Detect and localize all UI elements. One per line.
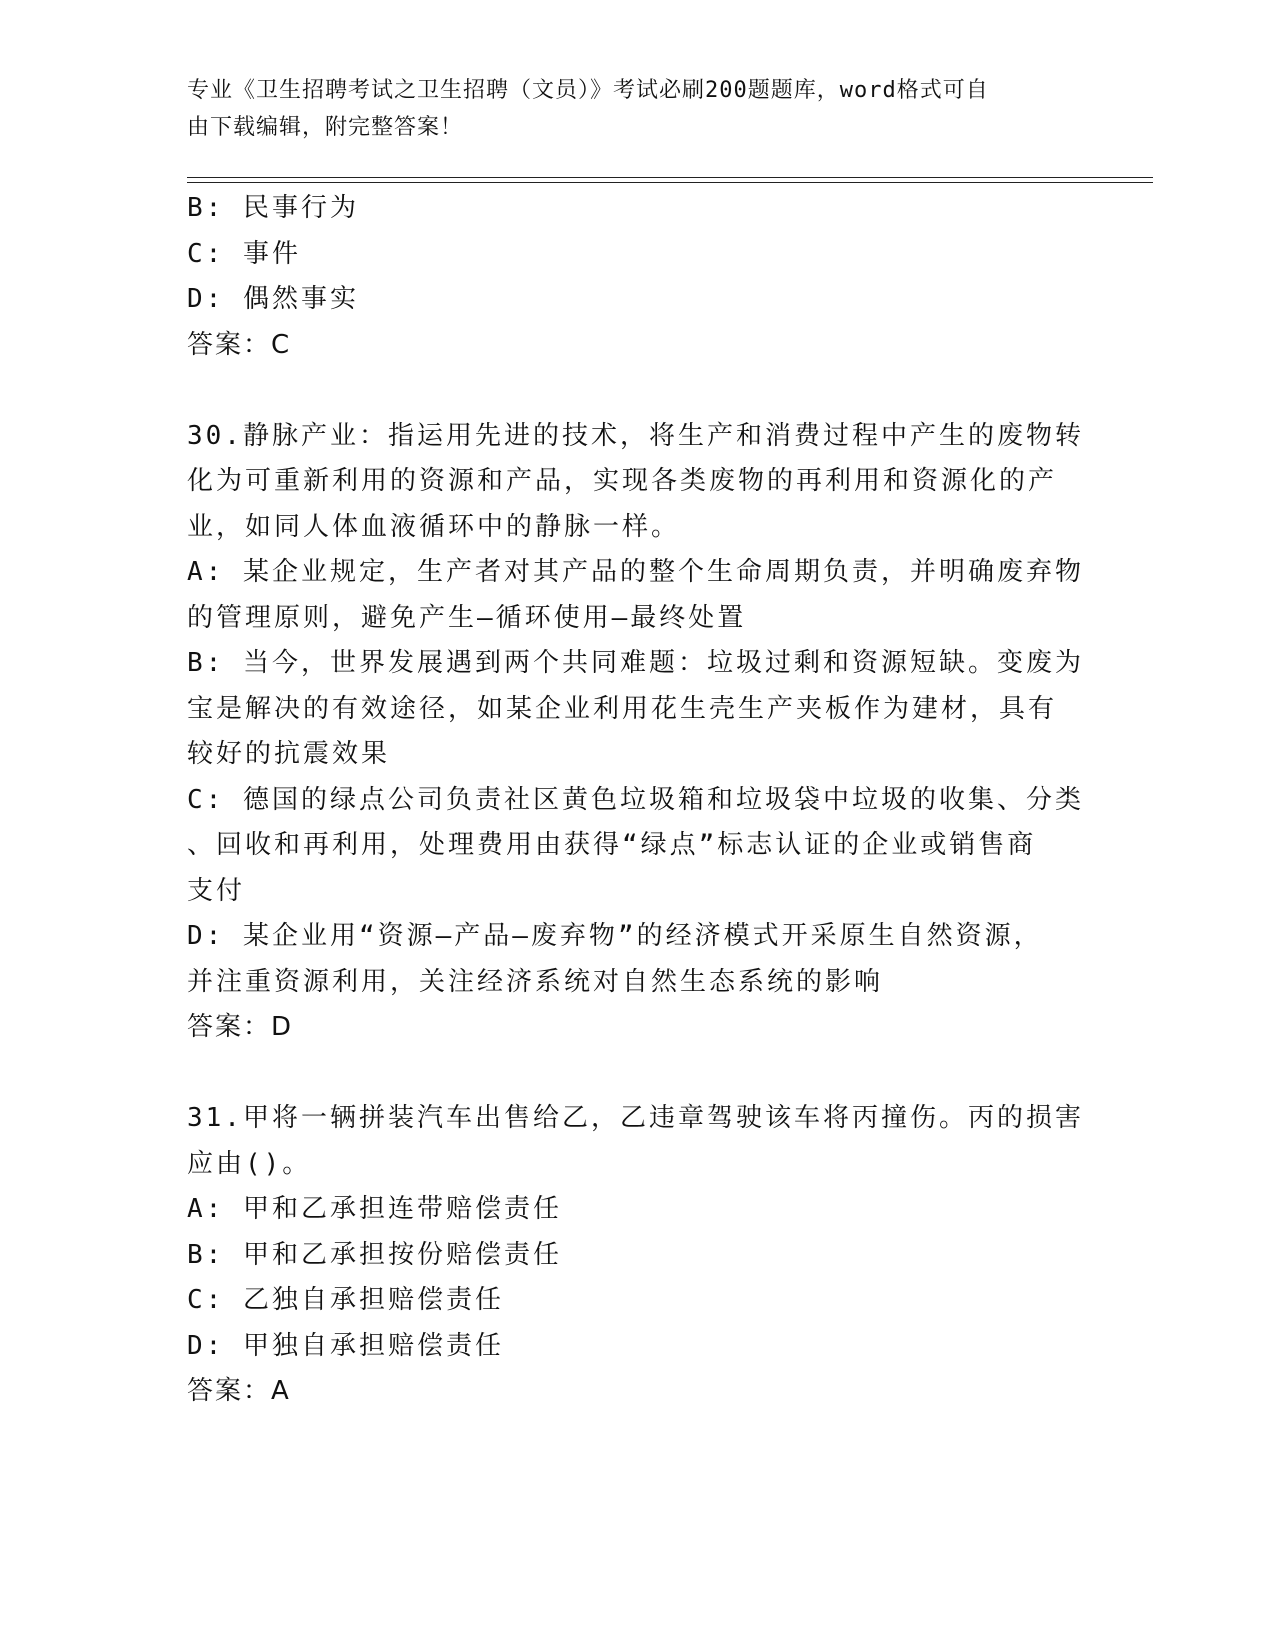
option-b: B: 当今，世界发展遇到两个共同难题：垃圾过剩和资源短缺。变废为 (187, 648, 1084, 678)
option-c: C: 乙独自承担赔偿责任 (187, 1285, 504, 1315)
header-divider-bottom (187, 182, 1153, 183)
question-stem-line: 30.静脉产业：指运用先进的技术，将生产和消费过程中产生的废物转 (187, 420, 1084, 451)
option-a: A: 甲和乙承担连带赔偿责任 (187, 1194, 562, 1224)
option-d: D: 某企业用“资源—产品—废弃物”的经济模式开采原生自然资源， (187, 921, 1043, 951)
question-stem-line: 应由()。 (187, 1148, 312, 1179)
question-content (187, 186, 1084, 1415)
option-c: 支付 (187, 875, 246, 906)
page-header (187, 72, 1067, 146)
question-stem-line: 化为可重新利用的资源和产品，实现各类废物的再利用和资源化的产 (187, 466, 1058, 496)
option-a: 的管理原则，避免产生—循环使用—最终处置 (187, 602, 747, 633)
header-divider-top (187, 177, 1153, 178)
option-c: C: 德国的绿点公司负责社区黄色垃圾箱和垃圾袋中垃圾的收集、分类 (187, 784, 1084, 815)
option-b: 宝是解决的有效途径，如某企业利用花生壳生产夹板作为建材，具有 (187, 693, 1058, 724)
option-c: C: 事件 (187, 238, 301, 269)
previous-question (187, 186, 1077, 368)
option-a: A: 某企业规定，生产者对其产品的整个生命周期负责，并明确废弃物 (187, 557, 1084, 587)
question-30 (187, 414, 1084, 1051)
header-line-2: 由下载编辑，附完整答案！ (187, 115, 464, 140)
option-b: B: 甲和乙承担按份赔偿责任 (187, 1239, 562, 1270)
option-d: 并注重资源利用，关注经济系统对自然生态系统的影响 (187, 966, 884, 997)
answer: 答案：A (187, 1376, 291, 1406)
header-line-1: 专业《卫生招聘考试之卫生招聘（文员）》考试必刷200题题库，word格式可自 (187, 78, 989, 103)
answer: 答案：C (187, 329, 292, 360)
spacer (187, 1051, 1077, 1097)
answer: 答案：D (187, 1012, 294, 1042)
option-d: D: 偶然事实 (187, 284, 359, 314)
option-d: D: 甲独自承担赔偿责任 (187, 1330, 504, 1361)
spacer (187, 368, 1077, 414)
option-b: 较好的抗震效果 (187, 739, 391, 769)
question-stem-line: 31.甲将一辆拼装汽车出售给乙，乙违章驾驶该车将丙撞伤。丙的损害 (187, 1103, 1084, 1133)
option-c: 、回收和再利用，处理费用由获得“绿点”标志认证的企业或销售商 (187, 830, 1037, 860)
option-b: B: 民事行为 (187, 193, 359, 223)
question-stem-line: 业，如同人体血液循环中的静脉一样。 (187, 511, 681, 542)
question-31 (187, 1096, 1084, 1415)
